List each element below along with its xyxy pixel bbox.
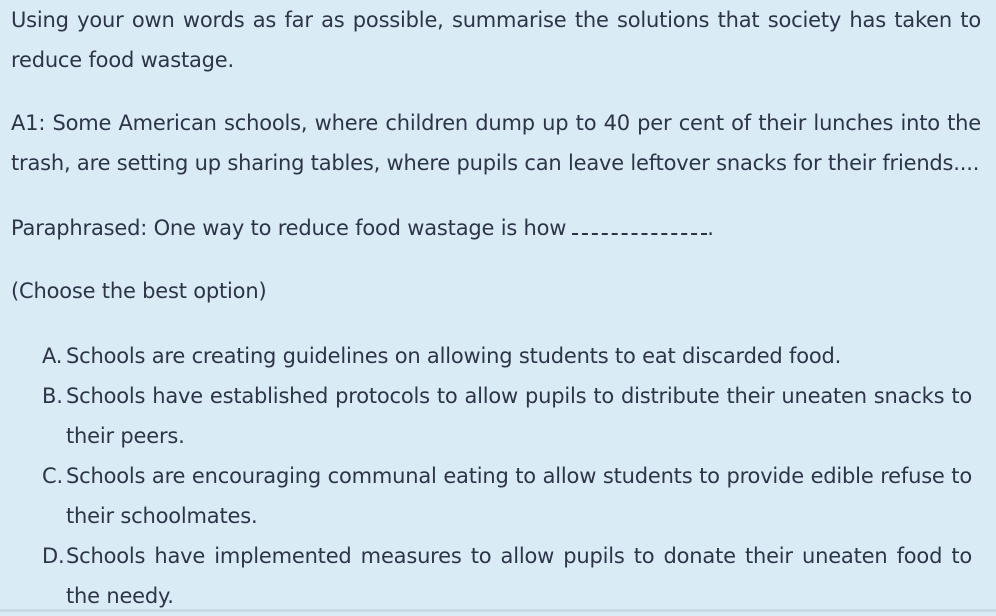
instruction-text: (Choose the best option) [11, 279, 267, 303]
option-text: Schools are encouraging communal eating to allow students to provide edible refuse to their schoolmates. [66, 464, 972, 528]
passage-excerpt: A1: Some American schools, where children dump up to 40 per cent of their lunches into the trash, are setting up sharing tables, where pupils can leave leftover snacks for their friends.... [11, 111, 981, 175]
option-letter: C. [42, 464, 63, 488]
paraphrase-suffix: . [707, 216, 714, 240]
paraphrase-prefix: Paraphrased: One way to reduce food wastage is how [11, 216, 567, 240]
answer-blank[interactable] [572, 215, 707, 235]
option-letter: A. [42, 344, 63, 368]
option-text: Schools are creating guidelines on allowing students to eat discarded food. [66, 344, 842, 368]
option-letter: D. [42, 544, 65, 568]
option-c[interactable] [42, 456, 972, 536]
paraphrase-prompt [11, 208, 714, 248]
option-text: Schools have implemented measures to allow pupils to donate their uneaten food to the needy. [66, 544, 972, 608]
option-letter: B. [42, 384, 63, 408]
option-text: Schools have established protocols to allow pupils to distribute their uneaten snacks to their peers. [66, 384, 972, 448]
option-b[interactable] [42, 376, 972, 456]
option-list [42, 336, 972, 616]
option-a[interactable] [42, 336, 972, 376]
question-text: Using your own words as far as possible, summarise the solutions that society has taken to reduce food wastage. [11, 8, 981, 72]
option-d[interactable] [42, 536, 972, 616]
